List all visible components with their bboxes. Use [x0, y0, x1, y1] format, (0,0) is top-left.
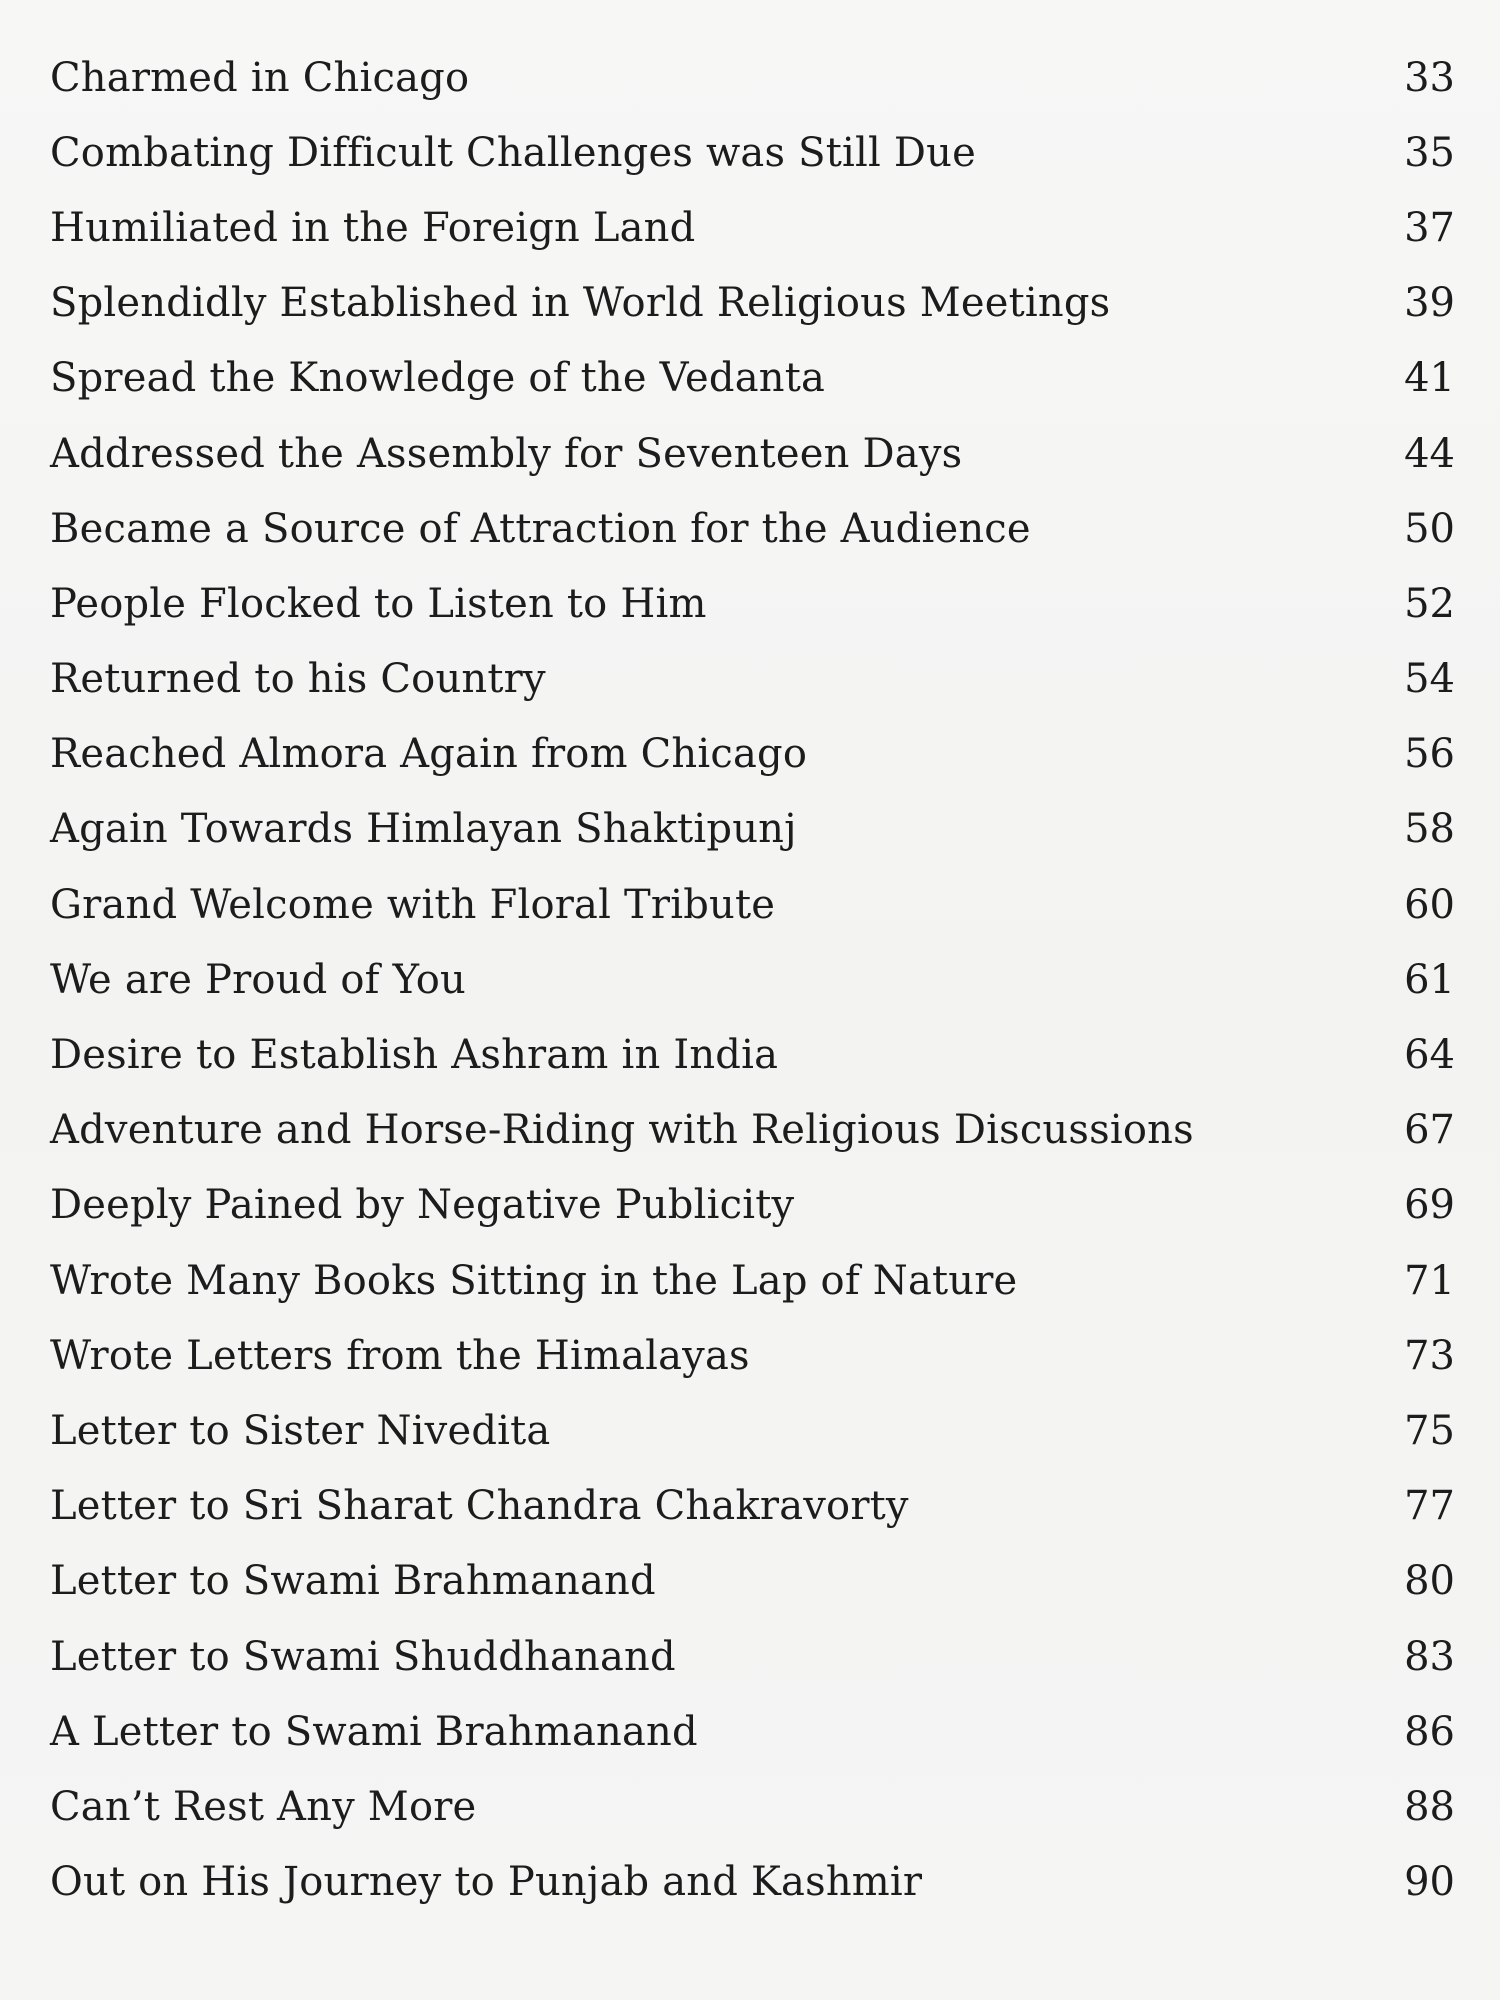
toc-entry-title: Letter to Swami Shuddhanand — [50, 1633, 676, 1680]
toc-entry-page-number: 80 — [1404, 1558, 1455, 1605]
toc-entry-title: Letter to Sri Sharat Chandra Chakravorty — [50, 1483, 909, 1530]
toc-entry — [50, 1769, 1455, 1844]
toc-entry-page-number: 86 — [1404, 1708, 1455, 1755]
toc-entry-title: Out on His Journey to Punjab and Kashmir — [50, 1859, 923, 1906]
toc-entry-title: Addressed the Assembly for Seventeen Days — [50, 430, 963, 477]
toc-entry-page-number: 37 — [1404, 204, 1455, 251]
toc-entry — [50, 1694, 1455, 1769]
toc-entry-page-number: 67 — [1404, 1107, 1455, 1154]
toc-entry — [50, 1619, 1455, 1694]
toc-entry — [50, 1845, 1455, 1920]
toc-entry — [50, 1093, 1455, 1168]
toc-entry-page-number: 77 — [1404, 1483, 1455, 1530]
toc-entry-title: Combating Difficult Challenges was Still Due — [50, 129, 976, 176]
toc-entry-page-number: 33 — [1404, 54, 1455, 101]
toc-entry-title: Grand Welcome with Floral Tribute — [50, 881, 776, 928]
toc-entry-title: Became a Source of Attraction for the Audience — [50, 505, 1031, 552]
toc-entry-page-number: 58 — [1404, 806, 1455, 853]
toc-entry-title: A Letter to Swami Brahmanand — [50, 1708, 698, 1755]
toc-entry — [50, 416, 1455, 491]
toc-entry — [50, 717, 1455, 792]
toc-entry-page-number: 54 — [1404, 656, 1455, 703]
toc-entry-title: Humiliated in the Foreign Land — [50, 204, 696, 251]
toc-entry — [50, 1168, 1455, 1243]
toc-entry-page-number: 60 — [1404, 881, 1455, 928]
toc-entry-page-number: 61 — [1404, 956, 1455, 1003]
toc-entry-page-number: 73 — [1404, 1332, 1455, 1379]
toc-entry-title: People Flocked to Listen to Him — [50, 580, 707, 627]
toc-entry — [50, 115, 1455, 190]
toc-entry — [50, 40, 1455, 115]
toc-entry-title: Can’t Rest Any More — [50, 1783, 477, 1830]
toc-entry — [50, 792, 1455, 867]
toc-entry-title: Adventure and Horse-Riding with Religious Discussions — [50, 1107, 1194, 1154]
toc-entry — [50, 1017, 1455, 1092]
toc-entry-title: Desire to Establish Ashram in India — [50, 1032, 779, 1079]
toc-entry-page-number: 75 — [1404, 1407, 1455, 1454]
toc-entry-title: Letter to Sister Nivedita — [50, 1407, 551, 1454]
table-of-contents — [50, 40, 1455, 1920]
toc-entry-page-number: 44 — [1404, 430, 1455, 477]
toc-entry-page-number: 64 — [1404, 1032, 1455, 1079]
toc-entry-page-number: 56 — [1404, 731, 1455, 778]
toc-entry-title: Again Towards Himlayan Shaktipunj — [50, 806, 797, 853]
toc-entry — [50, 266, 1455, 341]
toc-entry-page-number: 41 — [1404, 355, 1455, 402]
toc-entry — [50, 566, 1455, 641]
toc-entry — [50, 1393, 1455, 1468]
toc-entry-title: Deeply Pained by Negative Publicity — [50, 1182, 795, 1229]
toc-entry — [50, 1469, 1455, 1544]
toc-entry-page-number: 71 — [1404, 1257, 1455, 1304]
toc-entry-page-number: 50 — [1404, 505, 1455, 552]
toc-entry — [50, 1243, 1455, 1318]
toc-entry-page-number: 69 — [1404, 1182, 1455, 1229]
toc-entry — [50, 190, 1455, 265]
toc-entry-title: Returned to his Country — [50, 656, 546, 703]
toc-entry-page-number: 35 — [1404, 129, 1455, 176]
toc-entry — [50, 642, 1455, 717]
toc-entry-page-number: 39 — [1404, 280, 1455, 327]
toc-entry-page-number: 88 — [1404, 1783, 1455, 1830]
toc-entry — [50, 491, 1455, 566]
toc-entry-page-number: 83 — [1404, 1633, 1455, 1680]
toc-entry — [50, 942, 1455, 1017]
toc-entry-page-number: 90 — [1404, 1859, 1455, 1906]
toc-entry — [50, 867, 1455, 942]
toc-entry-title: Reached Almora Again from Chicago — [50, 731, 808, 778]
toc-entry-title: Wrote Many Books Sitting in the Lap of Nature — [50, 1257, 1018, 1304]
toc-entry-title: Letter to Swami Brahmanand — [50, 1558, 656, 1605]
toc-entry-title: Wrote Letters from the Himalayas — [50, 1332, 750, 1379]
toc-entry — [50, 1544, 1455, 1619]
toc-entry — [50, 341, 1455, 416]
toc-entry-page-number: 52 — [1404, 580, 1455, 627]
toc-entry-title: Spread the Knowledge of the Vedanta — [50, 355, 826, 402]
toc-entry — [50, 1318, 1455, 1393]
toc-entry-title: Splendidly Established in World Religious Meetings — [50, 280, 1111, 327]
toc-entry-title: Charmed in Chicago — [50, 54, 470, 101]
toc-entry-title: We are Proud of You — [50, 956, 466, 1003]
